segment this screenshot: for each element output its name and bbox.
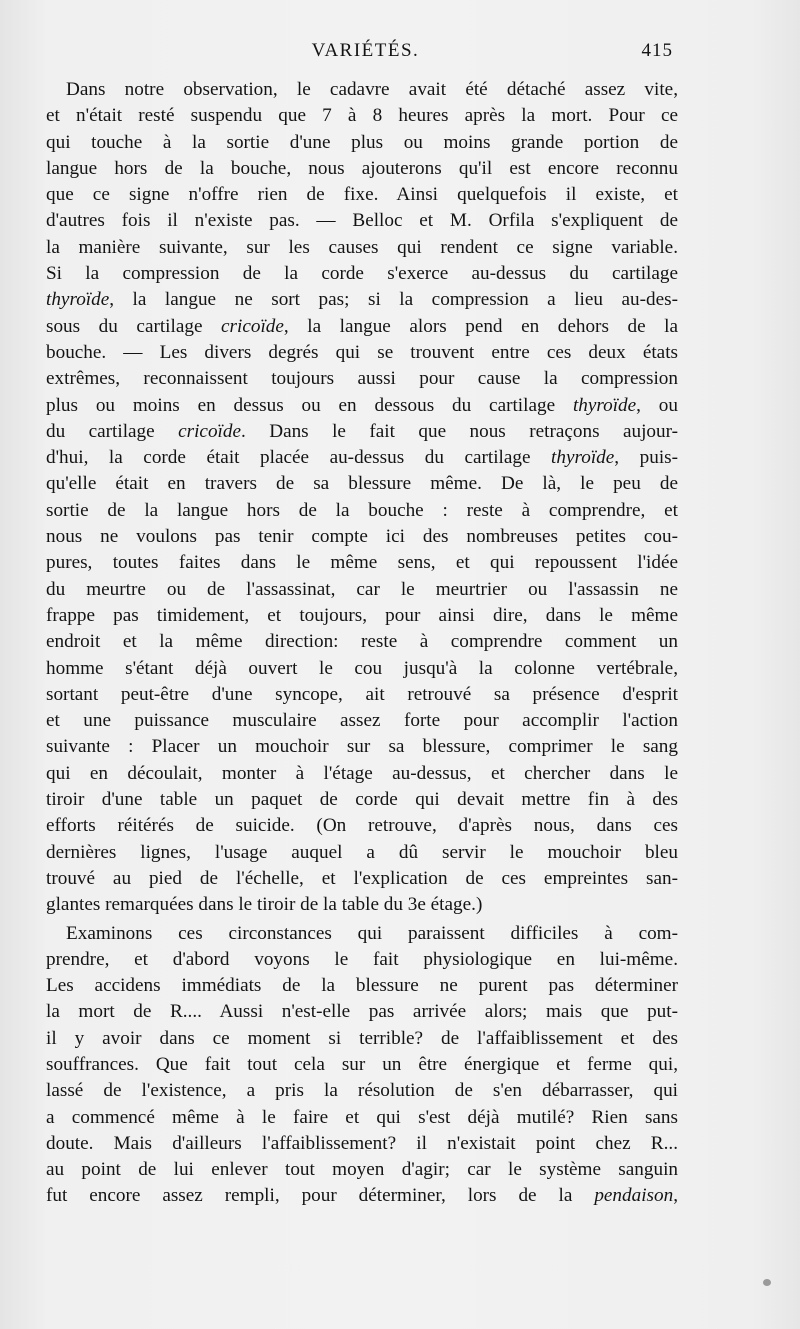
text-line: qui en découlait, monter à l'étage au-dessus, et chercher dans le: [46, 762, 678, 784]
text-line: nous ne voulons pas tenir compte ici des nombreuses petites cou-: [46, 526, 678, 548]
paragraph: [46, 77, 678, 919]
text-line: efforts réitérés de suicide. (On retrouve, d'après nous, dans ces: [46, 815, 678, 837]
text-line: Dans notre observation, le cadavre avait été détaché assez vite,: [66, 79, 678, 100]
text-line: extrêmes, reconnaissent toujours aussi pour cause la compression: [46, 368, 678, 390]
text-line: sous du cartilage cricoïde, la langue alors pend en dehors de la: [46, 315, 678, 337]
text-line: sortie de la langue hors de la bouche : reste à comprendre, et: [46, 499, 678, 521]
text-line: Examinons ces circonstances qui paraissent difficiles à com-: [66, 922, 678, 944]
text-line: au point de lui enlever tout moyen d'agir; car le système sanguin: [46, 1159, 678, 1181]
text-line: pures, toutes faites dans le même sens, et qui repoussent l'idée: [46, 552, 678, 574]
text-line: il y avoir dans ce moment si terrible? de l'affaiblissement et des: [46, 1027, 678, 1049]
text-line: tiroir d'une table un paquet de corde qui devait mettre fin à des: [46, 789, 678, 811]
text-line: plus ou moins en dessus ou en dessous du cartilage thyroïde, ou: [46, 394, 678, 416]
text-line: du cartilage cricoïde. Dans le fait que nous retraçons aujour-: [46, 420, 678, 442]
text-line: thyroïde, la langue ne sort pas; si la compression a lieu au-des-: [46, 289, 678, 311]
text-line: la manière suivante, sur les causes qui rendent ce signe variable.: [46, 236, 678, 258]
text-line: glantes remarquées dans le tiroir de la table du 3e étage.): [46, 894, 483, 916]
text-line: qu'elle était en travers de sa blessure même. De là, le peu de: [46, 473, 678, 495]
page-number: 415: [641, 40, 673, 61]
paper-speck: [763, 1279, 771, 1286]
text-line: sortant peut-être d'une syncope, ait retrouvé sa présence d'esprit: [46, 683, 678, 705]
text-line: du meurtre ou de l'assassinat, car le meurtrier ou l'assassin ne: [46, 578, 678, 600]
text-line: et n'était resté suspendu que 7 à 8 heures après la mort. Pour ce: [46, 105, 678, 127]
text-line: langue hors de la bouche, nous ajouterons qu'il est encore reconnu: [46, 157, 678, 179]
text-line: d'autres fois il n'existe pas. — Belloc et M. Orfila s'expliquent de: [46, 210, 678, 232]
text-line: Si la compression de la corde s'exerce au-dessus du cartilage: [46, 263, 678, 285]
text-line: que ce signe n'offre rien de fixe. Ainsi quelquefois il existe, et: [46, 184, 678, 206]
text-line: prendre, et d'abord voyons le fait physiologique en lui-même.: [46, 948, 678, 970]
text-line: trouvé au pied de l'échelle, et l'explication de ces empreintes san-: [46, 867, 678, 889]
text-line: d'hui, la corde était placée au-dessus du cartilage thyroïde, puis-: [46, 447, 678, 469]
text-line: Les accidens immédiats de la blessure ne purent pas déterminer: [46, 975, 678, 997]
text-line: doute. Mais d'ailleurs l'affaiblissement? il n'existait point chez R...: [46, 1132, 678, 1154]
text-line: suivante : Placer un mouchoir sur sa blessure, comprimer le sang: [46, 736, 678, 758]
text-line: la mort de R.... Aussi n'est-elle pas arrivée alors; mais que put-: [46, 1001, 678, 1023]
text-line: et une puissance musculaire assez forte pour accomplir l'action: [46, 710, 678, 732]
text-line: frappe pas timidement, et toujours, pour ainsi dire, dans le même: [46, 604, 678, 626]
body-text: [46, 77, 678, 1210]
running-head: VARIÉTÉS.: [311, 40, 420, 61]
text-line: lassé de l'existence, a pris la résolution de s'en débarrasser, qui: [46, 1080, 678, 1102]
text-line: dernières lignes, l'usage auquel a dû servir le mouchoir bleu: [46, 841, 678, 863]
text-line: homme s'étant déjà ouvert le cou jusqu'à la colonne vertébrale,: [46, 657, 678, 679]
page-header: [58, 40, 673, 68]
text-line: souffrances. Que fait tout cela sur un être énergique et ferme qui,: [46, 1053, 678, 1075]
text-line: bouche. — Les divers degrés qui se trouvent entre ces deux états: [46, 341, 678, 363]
paragraph: [46, 921, 678, 1210]
text-line: a commencé même à le faire et qui s'est déjà mutilé? Rien sans: [46, 1106, 678, 1128]
text-line: fut encore assez rempli, pour déterminer, lors de la pendaison,: [46, 1185, 678, 1207]
text-line: endroit et la même direction: reste à comprendre comment un: [46, 631, 678, 653]
text-line: qui touche à la sortie d'une plus ou moins grande portion de: [46, 131, 678, 153]
